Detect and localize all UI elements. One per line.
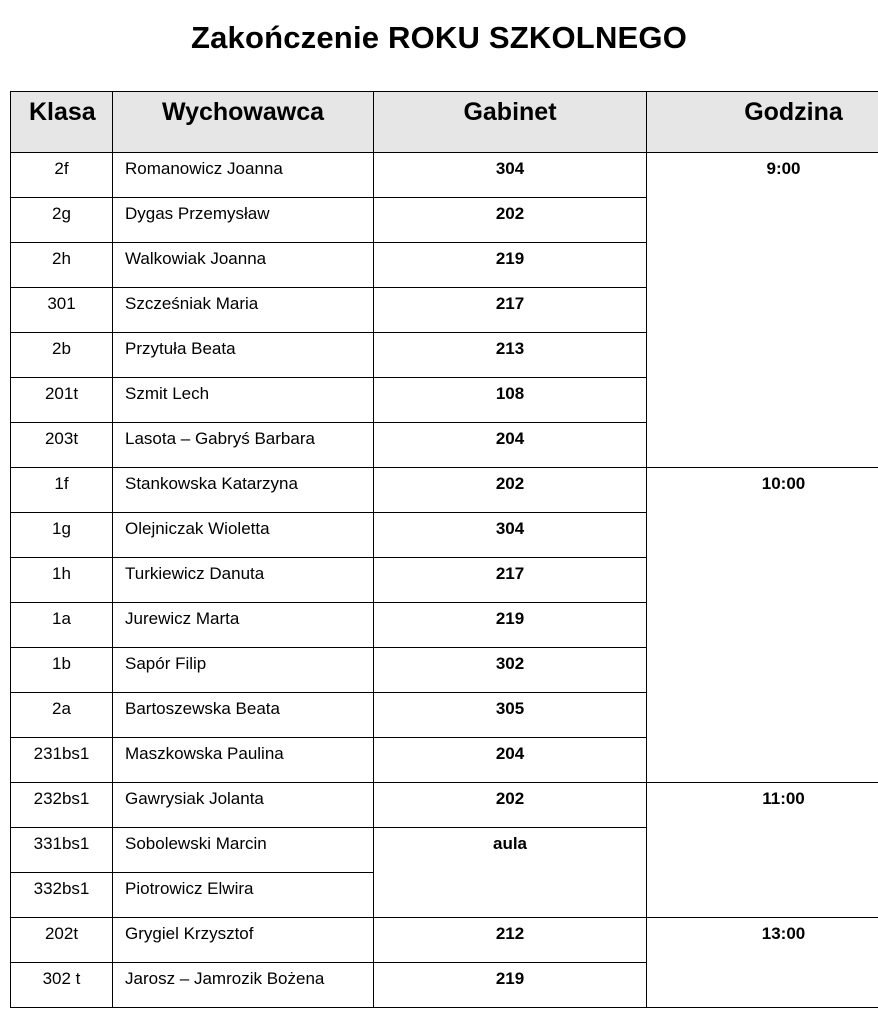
table-row xyxy=(11,468,878,513)
cell-gabinet: 212 xyxy=(374,918,647,963)
cell-gabinet: 217 xyxy=(374,288,647,333)
cell-wychowawca: Szmit Lech xyxy=(113,378,374,423)
cell-godzina: 9:00 xyxy=(647,153,878,468)
cell-klasa: 1g xyxy=(11,513,113,558)
table-row xyxy=(11,153,878,198)
cell-gabinet: 108 xyxy=(374,378,647,423)
cell-wychowawca: Olejniczak Wioletta xyxy=(113,513,374,558)
cell-wychowawca: Bartoszewska Beata xyxy=(113,693,374,738)
cell-klasa: 331bs1 xyxy=(11,828,113,873)
cell-gabinet: 302 xyxy=(374,648,647,693)
cell-klasa: 202t xyxy=(11,918,113,963)
cell-wychowawca: Sapór Filip xyxy=(113,648,374,693)
cell-wychowawca: Maszkowska Paulina xyxy=(113,738,374,783)
cell-klasa: 203t xyxy=(11,423,113,468)
cell-klasa: 2a xyxy=(11,693,113,738)
cell-gabinet: 204 xyxy=(374,738,647,783)
schedule-table xyxy=(10,91,878,1008)
cell-klasa: 2f xyxy=(11,153,113,198)
cell-wychowawca: Grygiel Krzysztof xyxy=(113,918,374,963)
cell-klasa: 332bs1 xyxy=(11,873,113,918)
cell-gabinet: 219 xyxy=(374,963,647,1008)
cell-klasa: 2h xyxy=(11,243,113,288)
cell-gabinet: 217 xyxy=(374,558,647,603)
table-header-row xyxy=(11,92,878,153)
cell-wychowawca: Szcześniak Maria xyxy=(113,288,374,333)
cell-godzina: 13:00 xyxy=(647,918,878,1008)
cell-wychowawca: Lasota – Gabryś Barbara xyxy=(113,423,374,468)
cell-wychowawca: Jurewicz Marta xyxy=(113,603,374,648)
cell-klasa: 1f xyxy=(11,468,113,513)
cell-godzina: 10:00 xyxy=(647,468,878,783)
cell-wychowawca: Sobolewski Marcin xyxy=(113,828,374,873)
cell-klasa: 232bs1 xyxy=(11,783,113,828)
cell-klasa: 1h xyxy=(11,558,113,603)
table-row xyxy=(11,783,878,828)
cell-wychowawca: Jarosz – Jamrozik Bożena xyxy=(113,963,374,1008)
cell-klasa: 201t xyxy=(11,378,113,423)
cell-wychowawca: Przytuła Beata xyxy=(113,333,374,378)
cell-klasa: 2g xyxy=(11,198,113,243)
cell-godzina: 11:00 xyxy=(647,783,878,918)
cell-gabinet: 219 xyxy=(374,243,647,288)
cell-gabinet: 304 xyxy=(374,513,647,558)
cell-gabinet: aula xyxy=(374,828,647,918)
cell-klasa: 2b xyxy=(11,333,113,378)
cell-klasa: 231bs1 xyxy=(11,738,113,783)
header-wychowawca: Wychowawca xyxy=(113,92,374,153)
cell-klasa: 1a xyxy=(11,603,113,648)
cell-gabinet: 304 xyxy=(374,153,647,198)
cell-gabinet: 202 xyxy=(374,468,647,513)
header-klasa: Klasa xyxy=(11,92,113,153)
cell-gabinet: 204 xyxy=(374,423,647,468)
cell-gabinet: 305 xyxy=(374,693,647,738)
cell-wychowawca: Piotrowicz Elwira xyxy=(113,873,374,918)
cell-klasa: 301 xyxy=(11,288,113,333)
table-row xyxy=(11,918,878,963)
cell-wychowawca: Romanowicz Joanna xyxy=(113,153,374,198)
cell-klasa: 302 t xyxy=(11,963,113,1008)
cell-gabinet: 219 xyxy=(374,603,647,648)
cell-wychowawca: Gawrysiak Jolanta xyxy=(113,783,374,828)
cell-wychowawca: Turkiewicz Danuta xyxy=(113,558,374,603)
cell-gabinet: 213 xyxy=(374,333,647,378)
cell-klasa: 1b xyxy=(11,648,113,693)
cell-gabinet: 202 xyxy=(374,783,647,828)
cell-wychowawca: Stankowska Katarzyna xyxy=(113,468,374,513)
header-gabinet: Gabinet xyxy=(374,92,647,153)
cell-wychowawca: Walkowiak Joanna xyxy=(113,243,374,288)
cell-wychowawca: Dygas Przemysław xyxy=(113,198,374,243)
header-godzina: Godzina xyxy=(647,92,878,153)
page-title: Zakończenie ROKU SZKOLNEGO xyxy=(190,20,688,55)
cell-gabinet: 202 xyxy=(374,198,647,243)
